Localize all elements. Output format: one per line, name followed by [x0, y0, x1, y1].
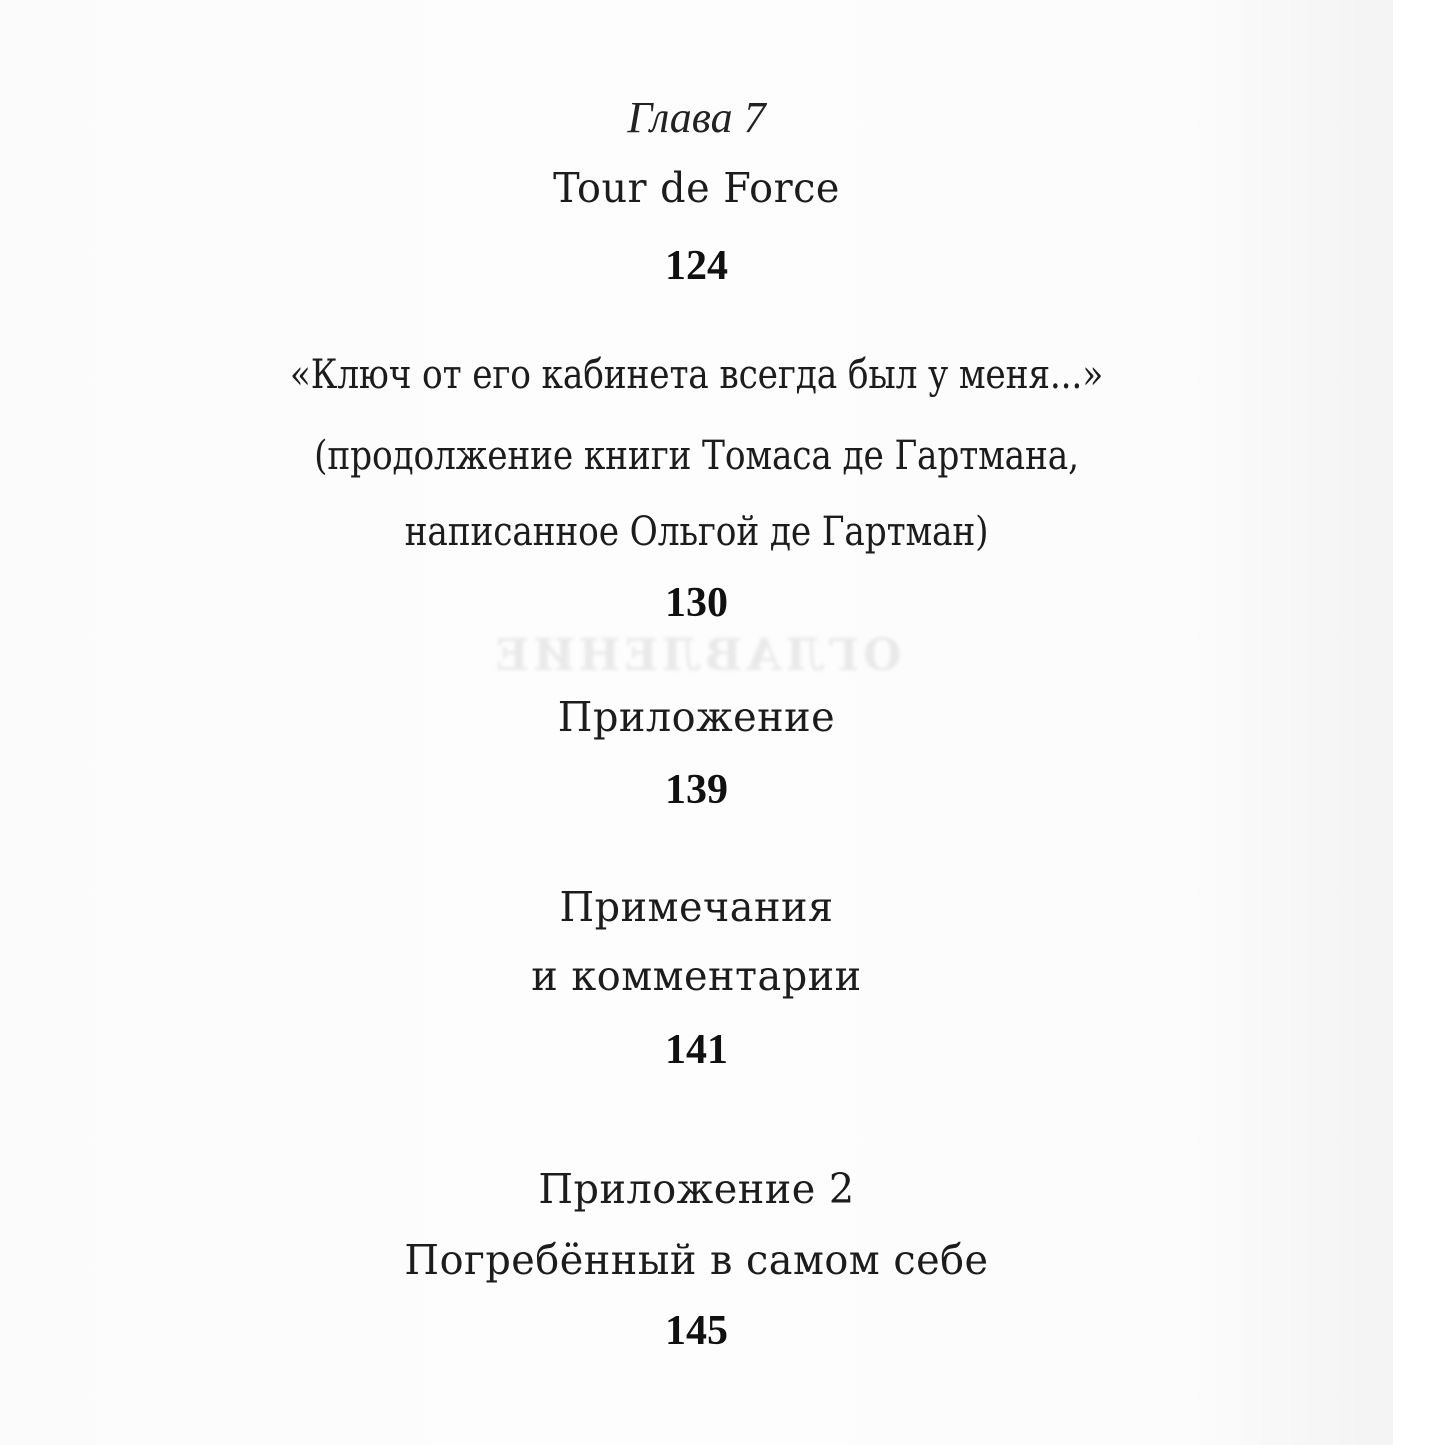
toc-page-number: 130: [665, 580, 728, 626]
toc-entry-title: «Ключ от его кабинета всегда был у меня...»: [289, 352, 1104, 398]
toc-page-number: 145: [665, 1308, 728, 1354]
toc-page-number: 141: [665, 1027, 728, 1073]
toc-entry-title: Приложение 2: [538, 1165, 855, 1213]
toc-entry-subtitle: Погребённый в самом себе: [404, 1236, 989, 1284]
chapter-label: Глава 7: [627, 93, 766, 142]
scan-margin: [1393, 0, 1445, 1445]
toc-entry-title: и комментарии: [531, 952, 862, 1000]
toc-entry-title: Tour de Force: [553, 164, 840, 212]
toc-entry-title: Приложение: [557, 693, 836, 741]
bleed-through-heading: ОГЛАВЛЕНИЕ: [491, 630, 902, 681]
toc-page-number: 139: [665, 767, 728, 813]
toc-entry-subtitle: написанное Ольгой де Гартман): [404, 509, 989, 555]
toc-entry-title: Примечания: [559, 883, 834, 931]
toc-entry-subtitle: (продолжение книги Томаса де Гартмана,: [314, 433, 1079, 479]
toc-page-number: 124: [665, 243, 728, 289]
